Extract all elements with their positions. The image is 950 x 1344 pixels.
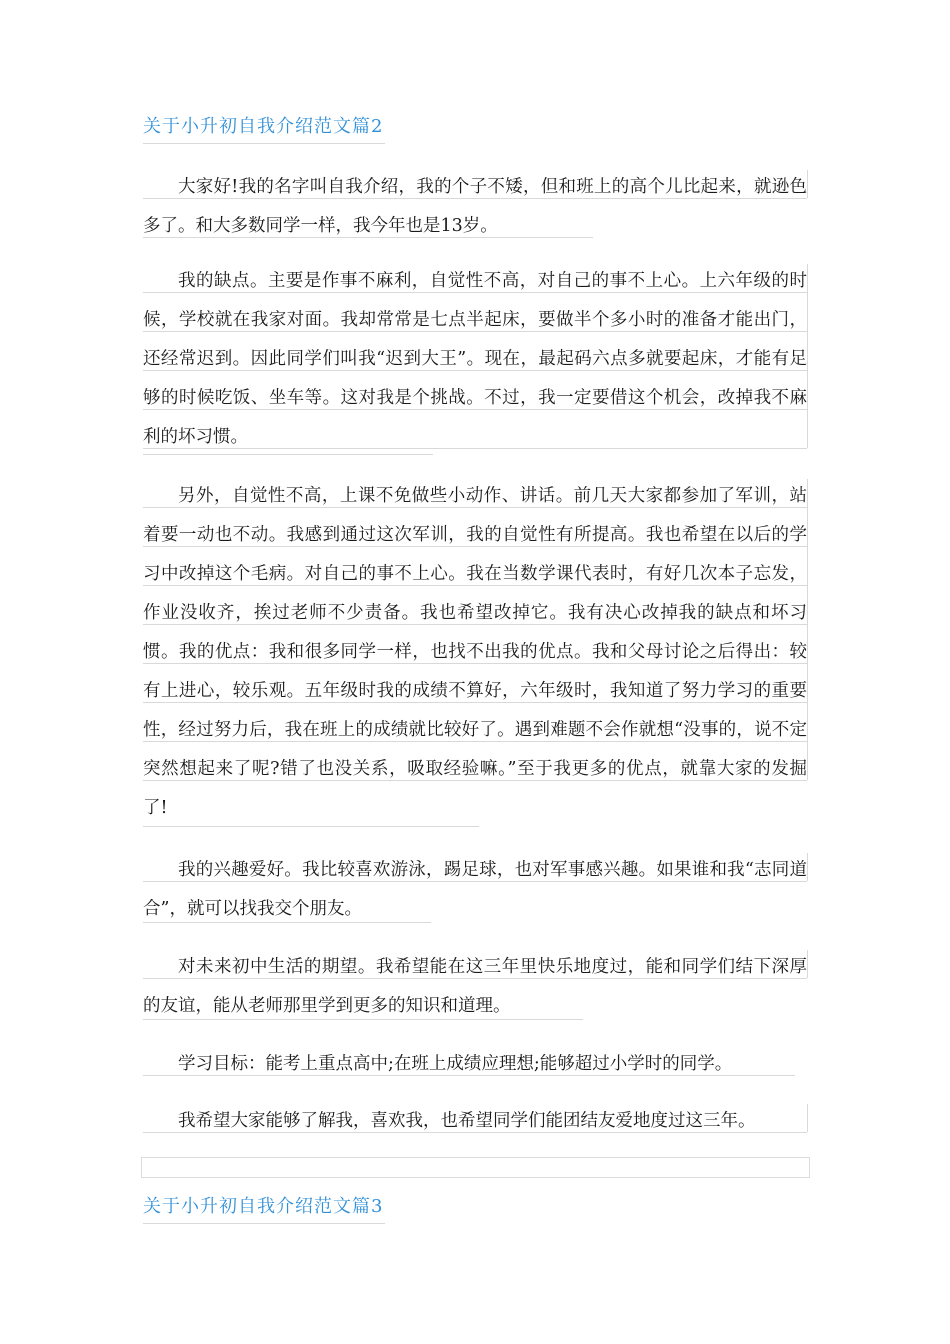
blank-separator-box	[141, 1157, 810, 1178]
section-3-title: 关于小升初自我介绍范文篇3	[143, 1194, 385, 1220]
line-edge	[807, 479, 808, 780]
line-rule	[143, 585, 807, 586]
line-rule	[143, 881, 807, 882]
line-rule	[143, 409, 807, 410]
line-rule	[143, 237, 593, 238]
paragraph-shortcomings: 我的缺点。主要是作事不麻利，自觉性不高，对自己的事不上心。上六年级的时候，学校就在我家对面。我却常常是七点半起床，要做半个多小时的准备才能出门，还经常迟到。因此同学们叫我“迟到大王”。现在，最起码六点多就要起床，才能有足够的时候吃饭、坐车等。这对我是个挑战。不过，我一定要借这个机会，改掉我不麻利的坏习惯。	[143, 271, 807, 447]
line-edge	[807, 264, 808, 448]
line-rule	[143, 922, 431, 923]
line-rule	[143, 702, 807, 703]
line-rule	[143, 370, 807, 371]
paragraph-self-discipline: 另外，自觉性不高，上课不免做些小动作、讲话。前几天大家都参加了军训，站着要一动也不动。我感到通过这次军训，我的自觉性有所提高。我也希望在以后的学习中改掉这个毛病。对自己的事不上心。我在当数学课代表时，有好几次本子忘发，作业没收齐，挨过老师不少责备。我也希望改掉它。我有决心改掉我的缺点和坏习惯。我的优点：我和很多同学一样，也找不出我的优点。我和父母讨论之后得出：较有上进心，较乐观。五年级时我的成绩不算好，六年级时，我知道了努力学习的重要性，经过努力后，我在班上的成绩就比较好了。遇到难题不会作就想“没事的，说不定突然想起来了呢?错了也没关系，吸取经验嘛。”至于我更多的优点，就靠大家的发掘了!	[143, 486, 807, 818]
line-rule	[143, 1132, 807, 1133]
line-edge	[807, 170, 808, 198]
line-edge	[807, 950, 808, 978]
paragraph-intro: 大家好!我的名字叫自我介绍，我的个子不矮，但和班上的高个儿比起来，就逊色多了。和大多数同学一样，我今年也是13岁。	[143, 177, 807, 236]
line-rule	[143, 978, 807, 979]
line-rule	[143, 1019, 583, 1020]
line-rule	[143, 507, 807, 508]
line-rule	[143, 741, 807, 742]
paragraph-hobbies: 我的兴趣爱好。我比较喜欢游泳，踢足球，也对军事感兴趣。如果谁和我“志同道合”，就可以找我交个朋友。	[143, 860, 807, 919]
line-rule	[143, 448, 807, 449]
line-rule	[143, 292, 807, 293]
line-rule	[143, 198, 807, 199]
paragraph-study-goals: 学习目标：能考上重点高中;在班上成绩应理想;能够超过小学时的同学。	[178, 1054, 733, 1074]
line-rule	[143, 826, 479, 827]
paragraph-closing: 我希望大家能够了解我，喜欢我，也希望同学们能团结友爱地度过这三年。	[178, 1111, 756, 1131]
line-rule	[143, 454, 433, 455]
line-rule	[143, 624, 807, 625]
section-2-title: 关于小升初自我介绍范文篇2	[143, 114, 385, 140]
line-edge	[807, 1104, 808, 1132]
line-rule	[143, 546, 807, 547]
line-rule	[143, 1075, 795, 1076]
line-rule	[143, 663, 807, 664]
line-rule	[143, 331, 807, 332]
line-edge	[807, 853, 808, 881]
line-rule	[143, 780, 807, 781]
paragraph-expectations: 对未来初中生活的期望。我希望能在这三年里快乐地度过，能和同学们结下深厚的友谊，能从老师那里学到更多的知识和道理。	[143, 957, 807, 1016]
